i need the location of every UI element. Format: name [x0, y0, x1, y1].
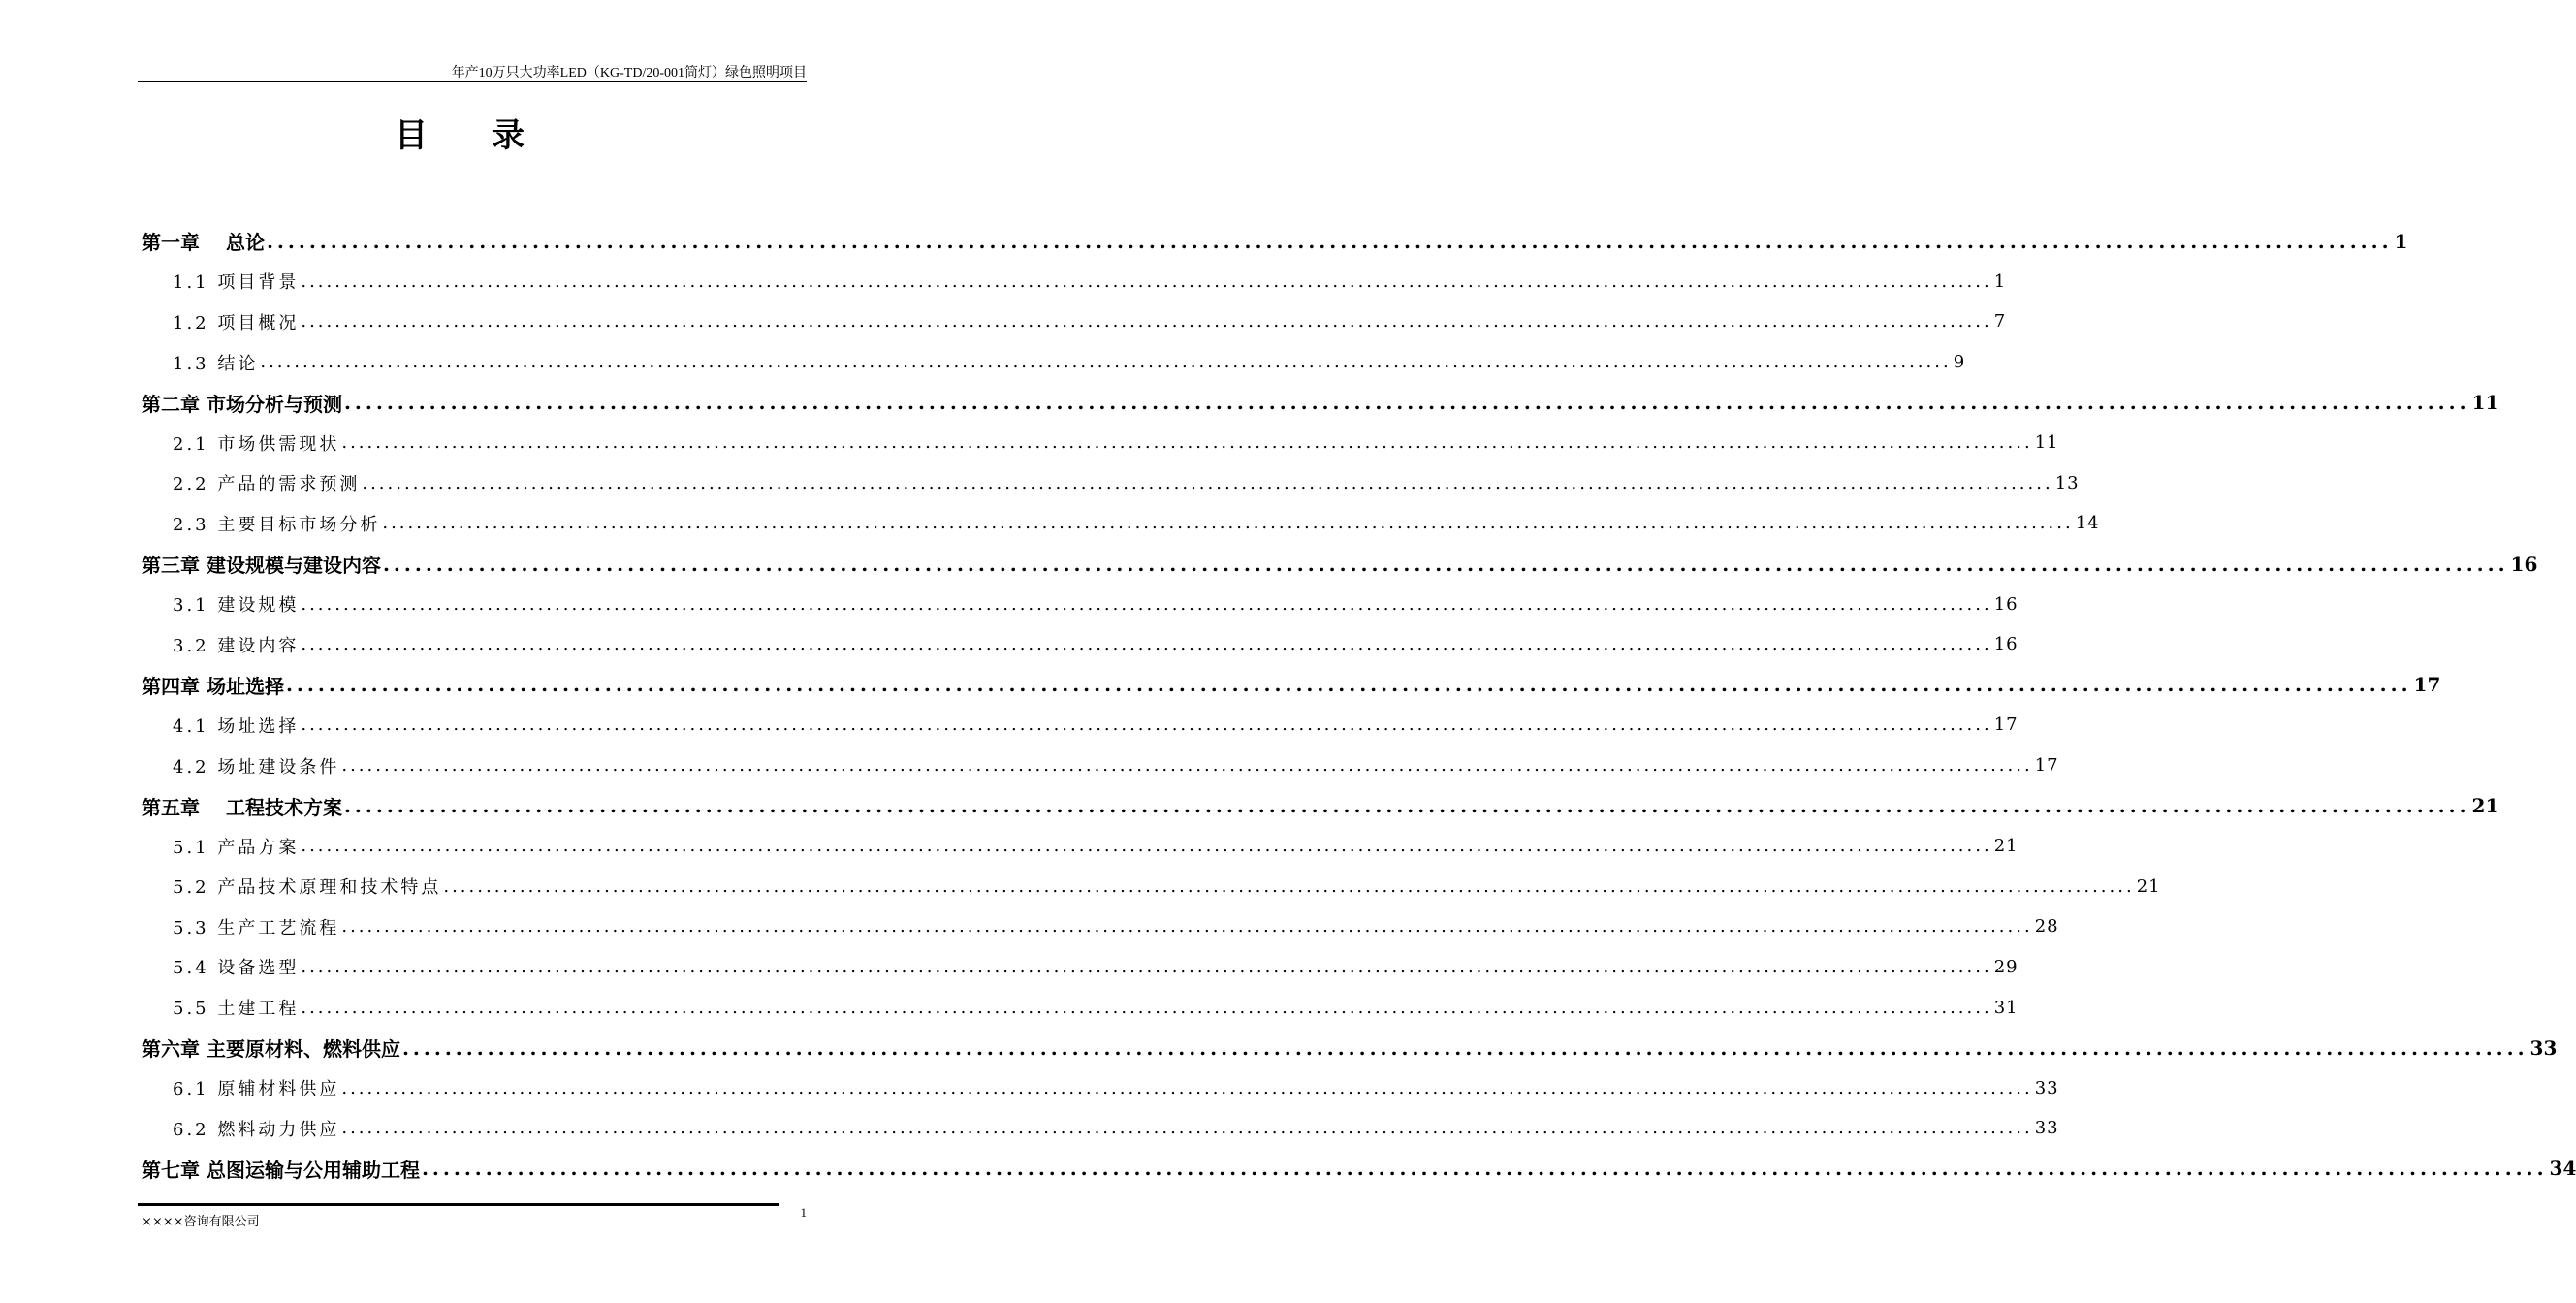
toc-chapter-entry[interactable] — [142, 221, 2408, 262]
toc-entry-label: 6.1 原辅材料供应 — [173, 1079, 340, 1100]
toc-section-entry[interactable] — [142, 906, 2059, 947]
toc-section-entry[interactable] — [142, 1067, 2059, 1108]
toc-entry-page: 17 — [2413, 673, 2441, 697]
toc-dot-leader: ........................................................................................................................................................................................................ — [301, 956, 1992, 977]
toc-entry-page: 33 — [2034, 1118, 2059, 1139]
toc-section-entry[interactable] — [142, 423, 2059, 463]
toc-entry-label: 1.3 结论 — [173, 353, 259, 374]
toc-dot-leader: ........................................................................................................................................................................................................ — [301, 634, 1992, 655]
toc-dot-leader: ........................................................................................................................................................................................................ — [301, 593, 1992, 615]
page-title — [0, 109, 921, 156]
footer-company: ××××咨询有限公司 — [142, 1215, 260, 1229]
toc-section-entry[interactable] — [142, 342, 1966, 383]
toc-dot-leader: ........................................................................................................................................................................................................ — [343, 391, 2470, 415]
running-header: 年产10万只大功率LED（KG-TD/20-001筒灯）绿色照明项目 — [451, 66, 807, 80]
toc-entry-label: 3.2 建设内容 — [173, 635, 300, 656]
toc-entry-page: 1 — [1993, 270, 2007, 292]
header-rule — [138, 81, 807, 82]
toc-entry-label: 5.2 产品技术原理和技术特点 — [173, 877, 442, 899]
toc-entry-label: 5.5 土建工程 — [173, 999, 300, 1020]
toc-entry-page: 28 — [2034, 916, 2059, 938]
toc-section-entry[interactable] — [142, 302, 2007, 342]
toc-entry-label: 第七章 总图运输与公用辅助工程 — [142, 1158, 420, 1182]
toc-entry-label: 6.2 燃料动力供应 — [173, 1119, 340, 1140]
toc-entry-page: 11 — [2034, 432, 2059, 454]
toc-entry-page: 16 — [1993, 634, 2019, 655]
toc-entry-page: 34 — [2549, 1157, 2576, 1181]
toc-entry-label: 5.1 产品方案 — [173, 837, 300, 858]
toc-entry-page: 11 — [2471, 391, 2499, 415]
toc-dot-leader: ........................................................................................................................................................................................................ — [341, 1077, 2033, 1098]
toc-entry-page: 16 — [2510, 552, 2538, 576]
toc-entry-page: 21 — [1993, 836, 2019, 857]
toc-dot-leader: ........................................................................................................................................................................................................ — [362, 472, 2053, 493]
toc-entry-page: 29 — [1993, 956, 2019, 977]
toc-dot-leader: ........................................................................................................................................................................................................ — [285, 673, 2412, 697]
toc-entry-label: 第二章 市场分析与预测 — [142, 392, 342, 416]
toc-dot-leader: ........................................................................................................................................................................................................ — [301, 270, 1992, 292]
toc-entry-label: 2.3 主要目标市场分析 — [173, 514, 381, 535]
toc-section-entry[interactable] — [142, 584, 2019, 624]
toc-dot-leader: ........................................................................................................................................................................................................ — [382, 513, 2074, 534]
toc-entry-label: 1.1 项目背景 — [173, 272, 300, 294]
toc-entry-page: 13 — [2054, 472, 2080, 493]
toc-entry-label: 第五章 工程技术方案 — [142, 795, 342, 819]
toc-entry-page: 1 — [2394, 229, 2408, 253]
toc-entry-page: 17 — [2034, 755, 2059, 777]
toc-dot-leader: ........................................................................................................................................................................................................ — [266, 229, 2393, 253]
toc-chapter-entry[interactable] — [142, 1028, 2558, 1068]
toc-section-entry[interactable] — [142, 947, 2019, 988]
toc-dot-leader: ........................................................................................................................................................................................................ — [341, 1118, 2033, 1139]
toc-dot-leader: ........................................................................................................................................................................................................ — [343, 794, 2470, 818]
toc-dot-leader: ........................................................................................................................................................................................................ — [421, 1157, 2548, 1181]
toc-entry-page: 33 — [2034, 1077, 2059, 1098]
toc-entry-label: 第三章 建设规模与建设内容 — [142, 554, 381, 578]
toc-dot-leader: ........................................................................................................................................................................................................ — [260, 352, 1952, 373]
toc-dot-leader: ........................................................................................................................................................................................................ — [341, 755, 2033, 777]
toc-section-entry[interactable] — [142, 867, 2161, 907]
toc-section-entry[interactable] — [142, 1108, 2059, 1149]
toc-chapter-entry[interactable] — [142, 785, 2499, 826]
toc-entry-label: 2.1 市场供需现状 — [173, 433, 340, 455]
toc-entry-page: 16 — [1993, 593, 2019, 615]
toc-entry-page: 7 — [1993, 311, 2007, 333]
toc-section-entry[interactable] — [142, 624, 2019, 665]
toc-entry-label: 5.3 生产工艺流程 — [173, 917, 340, 938]
toc-entry-page: 33 — [2529, 1035, 2558, 1060]
title-char-2: 录 — [492, 116, 526, 155]
footer-rule — [138, 1203, 779, 1206]
toc-section-entry[interactable] — [142, 262, 2007, 302]
toc-chapter-entry[interactable] — [142, 1149, 2576, 1190]
toc-dot-leader: ........................................................................................................................................................................................................ — [341, 916, 2033, 938]
toc-entry-label: 第六章 主要原材料、燃料供应 — [142, 1037, 400, 1062]
toc-entry-label: 1.2 项目概况 — [173, 312, 300, 334]
toc-section-entry[interactable] — [142, 746, 2059, 786]
toc-dot-leader: ........................................................................................................................................................................................................ — [301, 836, 1992, 857]
toc-entry-page: 21 — [2136, 875, 2161, 897]
toc-dot-leader: ........................................................................................................................................................................................................ — [341, 432, 2033, 454]
toc-entry-label: 第一章 总论 — [142, 231, 265, 255]
toc-dot-leader: ........................................................................................................................................................................................................ — [301, 311, 1992, 333]
toc-section-entry[interactable] — [142, 987, 2019, 1028]
toc-entry-page: 17 — [1993, 715, 2019, 736]
toc-dot-leader: ........................................................................................................................................................................................................ — [382, 552, 2509, 576]
toc-chapter-entry[interactable] — [142, 544, 2538, 585]
toc-entry-label: 4.1 场址选择 — [173, 715, 300, 737]
toc-entry-label: 5.4 设备选型 — [173, 958, 300, 979]
toc-entry-label: 2.2 产品的需求预测 — [173, 474, 361, 495]
toc-section-entry[interactable] — [142, 705, 2019, 746]
toc-entry-label: 3.1 建设规模 — [173, 595, 300, 617]
toc-chapter-entry[interactable] — [142, 382, 2499, 423]
toc-entry-label: 第四章 场址选择 — [142, 674, 284, 698]
toc-dot-leader: ........................................................................................................................................................................................................ — [401, 1035, 2528, 1060]
toc-section-entry[interactable] — [142, 463, 2080, 504]
toc-dot-leader: ........................................................................................................................................................................................................ — [301, 715, 1992, 736]
toc-entry-page: 31 — [1993, 997, 2019, 1018]
toc-entry-label: 4.2 场址建设条件 — [173, 756, 340, 778]
toc-entry-page: 21 — [2471, 794, 2499, 818]
table-of-contents — [142, 221, 2576, 1189]
toc-entry-page: 14 — [2075, 513, 2100, 534]
toc-dot-leader: ........................................................................................................................................................................................................ — [301, 997, 1992, 1018]
title-char-1: 目 — [395, 116, 429, 155]
toc-entry-page: 9 — [1953, 352, 1966, 373]
footer-page-number: 1 — [800, 1205, 807, 1220]
toc-section-entry[interactable] — [142, 826, 2019, 867]
toc-dot-leader: ........................................................................................................................................................................................................ — [443, 875, 2135, 897]
toc-chapter-entry[interactable] — [142, 665, 2441, 706]
toc-section-entry[interactable] — [142, 503, 2100, 544]
